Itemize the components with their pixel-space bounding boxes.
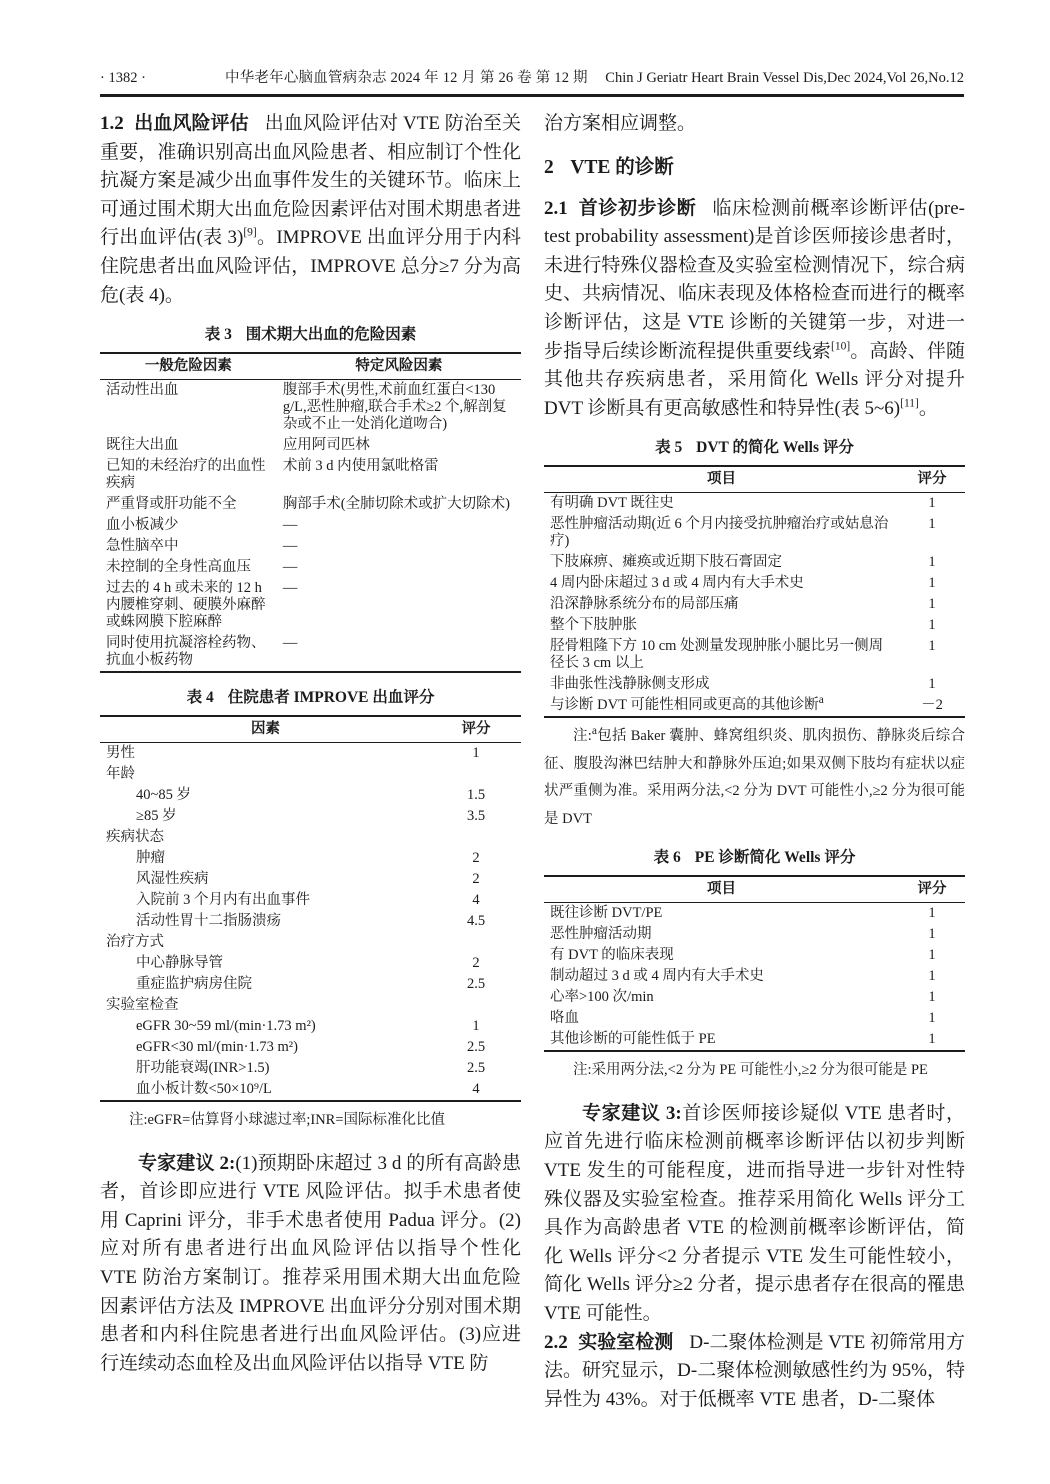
table-cell: 急性脑卒中: [106, 538, 179, 555]
item-cell: 风湿性疾病: [136, 871, 209, 888]
table-row: [544, 552, 965, 573]
item-cell: 胫骨粗隆下方 10 cm 处测量发现肿胀小腿比另一侧周径长 3 cm 以上: [550, 638, 884, 672]
cell-superscript: a: [818, 694, 824, 707]
continuation-paragraph: 治方案相应调整。: [544, 113, 697, 134]
section-2-1-body-end: 。: [918, 397, 938, 419]
item-cell: 既往诊断 DVT/PE: [550, 905, 663, 922]
table-5-label: 表 5: [655, 439, 683, 457]
item-cell: 疾病状态: [106, 829, 164, 846]
item-cell: 咯血: [550, 1010, 579, 1027]
section-2-2-paragraph: [544, 1329, 965, 1415]
note-label: 注:: [573, 728, 592, 745]
score-cell: 2: [472, 871, 480, 888]
table-4-caption: [100, 688, 521, 708]
score-cell: 1: [928, 596, 936, 613]
score-cell: 2.5: [466, 1060, 486, 1077]
table-cell: 血小板减少: [106, 517, 179, 534]
item-cell: eGFR 30~59 ml/(min·1.73 m²): [136, 1018, 316, 1035]
table-3-label: 表 3: [204, 326, 232, 344]
table-6-label: 表 6: [653, 849, 681, 867]
note-label: 注:: [573, 1062, 592, 1079]
journal-title-cn: 中华老年心脑血管病杂志 2024 年 12 月 第 26 卷 第 12 期: [225, 70, 588, 86]
score-cell: 4: [472, 1081, 480, 1098]
column-header: 评分: [899, 876, 965, 903]
item-cell: 肝功能衰竭(INR>1.5): [136, 1060, 270, 1077]
table-3-header-row: [100, 353, 521, 380]
item-cell: 与诊断 DVT 可能性相同或更高的其他诊断$^a$: [550, 694, 824, 714]
header-rule: [100, 94, 964, 97]
item-cell: 肿瘤: [136, 850, 165, 867]
table-cell: 同时使用抗凝溶栓药物、抗血小板药物: [106, 635, 266, 669]
table-row: [100, 743, 521, 765]
table-row: [100, 380, 521, 436]
score-cell: 1: [928, 905, 936, 922]
table-6-caption: [544, 848, 965, 868]
table-5-header-row: [544, 466, 965, 493]
table-4-title: 住院患者 IMPROVE 出血评分: [227, 689, 435, 707]
table-row: [100, 806, 521, 827]
table-row: [100, 953, 521, 974]
score-cell: 1: [928, 947, 936, 964]
table-row: [100, 456, 521, 494]
item-cell: 非曲张性浅静脉侧支形成: [550, 676, 710, 693]
table-row: [544, 695, 965, 717]
section-1-2-number: 1.2: [100, 113, 124, 134]
table-row: [544, 966, 965, 987]
note-text: 采用两分法,<2 分为 PE 可能性小,≥2 分为很可能是 PE: [591, 1062, 928, 1079]
item-cell: 恶性肿瘤活动期: [550, 926, 652, 943]
table-cell: —: [282, 517, 298, 534]
item-cell: 下肢麻痹、瘫痪或近期下肢石膏固定: [550, 554, 782, 571]
table-4-header-row: [100, 716, 521, 743]
score-cell: 1: [928, 1010, 936, 1027]
item-cell: 40~85 岁: [136, 787, 191, 804]
table-cell: 已知的未经治疗的出血性疾病: [106, 458, 266, 492]
table-cell: 胸部手术(全肺切除术或扩大切除术): [282, 496, 510, 513]
expert-recommendation-2: [100, 1150, 521, 1379]
table-row: [544, 945, 965, 966]
column-header: 因素: [100, 716, 431, 743]
table-row: [100, 578, 521, 633]
score-cell: 1: [928, 926, 936, 943]
item-cell: 沿深静脉系统分布的局部压痛: [550, 596, 739, 613]
expert-2-body: (1)预期卧床超过 3 d 的所有高龄患者，首诊即应进行 VTE 风险评估。拟手术患者使用 Caprini 评分，非手术患者使用 Padua 评分。(2)应对所有患者进行出血风险评估以指导个性化 VTE 防治方案制订。推荐采用围术期大出血危险因素评估方法及 IMPROVE 出血评分分别对围术期患者和内科住院患者进行出血风险评估。(3)应进行连续动态血栓及出血风险评估以指导 VTE 防: [100, 1152, 522, 1374]
table-cell: —: [282, 635, 298, 652]
table-row: [100, 764, 521, 785]
table-row: [544, 493, 965, 515]
item-cell: 有 DVT 的临床表现: [550, 947, 674, 964]
expert-3-label: 专家建议 3:: [582, 1102, 682, 1124]
table-4-note: [100, 1107, 521, 1135]
item-cell: 年龄: [106, 766, 135, 783]
table-cell: 既往大出血: [106, 437, 179, 454]
table-row: [100, 848, 521, 869]
column-header: 评分: [899, 466, 965, 493]
score-cell: 2: [472, 955, 480, 972]
table-row: [100, 1016, 521, 1037]
table-4: [100, 715, 521, 1102]
table-row: [544, 924, 965, 945]
score-cell: 2.5: [466, 976, 486, 993]
item-cell: 中心静脉导管: [136, 955, 223, 972]
table-5: [544, 465, 965, 718]
table-3-title: 围术期大出血的危险因素: [245, 326, 417, 344]
journal-title-en: Chin J Geriatr Heart Brain Vessel Dis,Dec 2024,Vol 26,No.12: [605, 70, 964, 86]
score-cell: 1: [928, 989, 936, 1006]
section-1-2-paragraph: [100, 110, 521, 310]
column-header: 特定风险因素: [277, 353, 521, 380]
journal-line: [225, 66, 964, 87]
item-cell: 其他诊断的可能性低于 PE: [550, 1031, 716, 1048]
table-row: [100, 1079, 521, 1101]
score-cell: 1: [472, 745, 480, 762]
item-cell: 活动性胃十二指肠溃疡: [136, 913, 281, 930]
section-2-title: VTE 的诊断: [570, 156, 674, 178]
score-cell: 4: [472, 892, 480, 909]
left-column: [100, 110, 521, 1378]
note-superscript-a: a: [591, 725, 597, 738]
score-cell: －2: [921, 697, 943, 714]
score-cell: 3.5: [466, 808, 486, 825]
item-cell: 重症监护病房住院: [136, 976, 252, 993]
score-cell: 1: [928, 516, 936, 533]
item-cell: 实验室检查: [106, 997, 179, 1014]
table-row: [100, 995, 521, 1016]
score-cell: [431, 932, 521, 953]
note-text: 包括 Baker 囊肿、蜂窝组织炎、肌肉损伤、静脉炎后综合征、腹股沟淋巴结肿大和静脉外压迫;如果双侧下肢均有症状以症状严重侧为准。采用两分法,<2 分为 DVT 可能性小,≥2 分为很可能是 DVT: [544, 728, 965, 827]
reference-9: [9]: [243, 227, 257, 240]
item-cell: ≥85 岁: [136, 808, 177, 825]
section-2-2-number: 2.2: [544, 1331, 568, 1353]
table-cell: 严重肾或肝功能不全: [106, 496, 237, 513]
reference-11: [11]: [900, 397, 919, 410]
score-cell: 4.5: [466, 913, 486, 930]
page-number: · 1382 ·: [100, 70, 146, 86]
section-2-1-paragraph: [544, 195, 965, 424]
column-header: 项目: [544, 876, 899, 903]
section-2-number: 2: [544, 156, 554, 178]
table-row: [100, 536, 521, 557]
table-row: [100, 435, 521, 456]
section-2-1-body-cont: 。高龄、伴随其他共存疾病患者，采用简化 Wells 评分对提升 DVT 诊断具有更高敏感性和特异性(表 5~6): [544, 340, 965, 419]
note-text: eGFR=估算肾小球滤过率;INR=国际标准化比值: [147, 1112, 446, 1129]
table-cell: 过去的 4 h 或未来的 12 h 内腰椎穿刺、硬膜外麻醉或蛛网膜下腔麻醉: [106, 580, 266, 631]
table-row: [544, 594, 965, 615]
score-cell: 1: [928, 575, 936, 592]
table-row: [100, 890, 521, 911]
score-cell: 1: [928, 495, 936, 512]
table-row: [544, 636, 965, 674]
section-1-2-body: 出血风险评估对 VTE 防治至关重要，准确识别高出血风险患者、相应制订个性化抗凝方案是减少出血事件发生的关键环节。临床上可通过围术期大出血危险因素评估对围术期患者进行出血评估(表 3): [100, 113, 521, 249]
table-6-header-row: [544, 876, 965, 903]
score-cell: [431, 995, 521, 1016]
table-row: [100, 827, 521, 848]
table-5-title: DVT 的简化 Wells 评分: [696, 439, 854, 457]
item-cell: 整个下肢肿胀: [550, 617, 637, 634]
table-cell: 应用阿司匹林: [282, 437, 370, 454]
section-2-1-body: 临床检测前概率诊断评估(pre-test probability assessment)是首诊医师接诊患者时，未进行特殊仪器检查及实验室检测情况下，综合病史、共病情况、临床表现及体格检查而进行的概率诊断评估，这是 VTE 诊断的关键第一步，对进一步指导后续诊断流程提供重要线索: [544, 197, 965, 362]
table-3-caption: [100, 325, 521, 345]
score-cell: 2: [472, 850, 480, 867]
table-row: [544, 514, 965, 552]
column-header: 一般危险因素: [100, 353, 277, 380]
table-cell: —: [282, 559, 298, 576]
score-cell: 2.5: [466, 1039, 486, 1056]
table-row: [100, 932, 521, 953]
section-2-heading: [544, 154, 965, 182]
table-row: [544, 674, 965, 695]
table-row: [100, 785, 521, 806]
item-cell: 心率>100 次/min: [550, 989, 654, 1006]
table-row: [544, 903, 965, 925]
score-cell: 1: [928, 554, 936, 571]
expert-2-label: 专家建议 2:: [138, 1152, 236, 1174]
right-column: [544, 110, 965, 1414]
table-row: [100, 869, 521, 890]
item-cell: 治疗方式: [106, 934, 164, 951]
column-header: 评分: [431, 716, 521, 743]
section-2-2-body: D-二聚体检测是 VTE 初筛常用方法。研究显示，D-二聚体检测敏感性约为 95%，特异性为 43%。对于低概率 VTE 患者，D-二聚体: [544, 1331, 965, 1410]
table-row: [100, 494, 521, 515]
table-row: [100, 974, 521, 995]
score-cell: 1: [928, 968, 936, 985]
table-6-title: PE 诊断简化 Wells 评分: [694, 849, 856, 867]
section-1-2-body-cont: 。IMPROVE 出血评分用于内科住院患者出血风险评估，IMPROVE 总分≥7 分为高危(表 4)。: [100, 227, 521, 306]
table-row: [100, 515, 521, 536]
table-cell: 未控制的全身性高血压: [106, 559, 251, 576]
section-2-1-title: 首诊初步诊断: [578, 197, 697, 219]
table-row: [100, 557, 521, 578]
table-cell: —: [282, 580, 298, 597]
section-1-2-title: 出血风险评估: [134, 113, 249, 134]
section-2-1-number: 2.1: [544, 197, 568, 219]
table-row: [100, 1037, 521, 1058]
table-5-note: [544, 723, 965, 833]
item-cell: 恶性肿瘤活动期(近 6 个月内接受抗肿瘤治疗或姑息治疗): [550, 516, 889, 550]
table-row: [544, 1029, 965, 1051]
score-cell: 1.5: [466, 787, 486, 804]
table-6: [544, 875, 965, 1052]
table-row: [100, 1058, 521, 1079]
table-cell: 术前 3 d 内使用氯吡格雷: [282, 458, 439, 475]
column-header: 项目: [544, 466, 899, 493]
table-6-note: [544, 1057, 965, 1085]
score-cell: [431, 764, 521, 785]
table-cell: 腹部手术(男性,术前血红蛋白<130 g/L,恶性肿瘤,联合手术≥2 个,解剖复杂或不止一处消化道吻合): [282, 382, 507, 433]
table-row: [544, 573, 965, 594]
item-cell: 入院前 3 个月内有出血事件: [136, 892, 310, 909]
item-cell: 制动超过 3 d 或 4 周内有大手术史: [550, 968, 764, 985]
score-cell: 1: [472, 1018, 480, 1035]
table-row: [100, 633, 521, 672]
score-cell: 1: [928, 638, 936, 655]
table-row: [544, 1008, 965, 1029]
item-cell: eGFR<30 ml/(min·1.73 m²): [136, 1039, 298, 1056]
expert-recommendation-3: [544, 1100, 965, 1329]
table-row: [544, 987, 965, 1008]
table-row: [544, 615, 965, 636]
item-cell: 血小板计数<50×10⁹/L: [136, 1081, 272, 1098]
expert-3-body: 首诊医师接诊疑似 VTE 患者时，应首先进行临床检测前概率诊断评估以初步判断 VTE 发生的可能程度，进而指导进一步针对性特殊仪器及实验室检查。推荐采用简化 Wells 评分工具作为高龄患者 VTE 的检测前概率诊断评估，简化 Wells 评分<2 分者提示 VTE 发生可能性较小，简化 Wells 评分≥2 分者，提示患者存在很高的罹患 VTE 可能性。: [544, 1102, 965, 1324]
score-cell: 1: [928, 676, 936, 693]
score-cell: 1: [928, 1031, 936, 1048]
table-4-label: 表 4: [186, 689, 214, 707]
item-cell: 男性: [106, 745, 135, 762]
note-label: 注:: [129, 1112, 148, 1129]
table-cell: —: [282, 538, 298, 555]
reference-10: [10]: [831, 340, 851, 353]
score-cell: 1: [928, 617, 936, 634]
table-cell: 活动性出血: [106, 382, 179, 399]
table-row: [100, 911, 521, 932]
section-2-2-title: 实验室检测: [578, 1331, 674, 1353]
table-3: [100, 352, 521, 673]
score-cell: [431, 827, 521, 848]
item-cell: 4 周内卧床超过 3 d 或 4 周内有大手术史: [550, 575, 804, 592]
page-header: [100, 66, 964, 87]
item-cell: 有明确 DVT 既往史: [550, 495, 674, 512]
table-5-caption: [544, 438, 965, 458]
